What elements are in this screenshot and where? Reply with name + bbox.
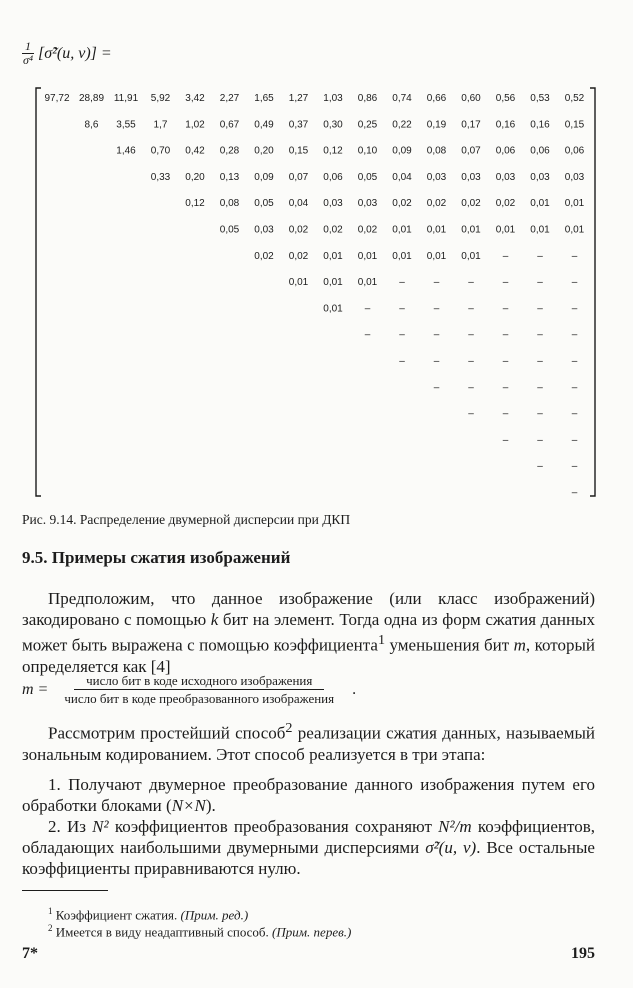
matrix-cell-r11-c16: – [571, 356, 578, 367]
matrix-cell-r2-c8: 0,37 [288, 119, 309, 131]
matrix-cell-r10-c16: – [571, 329, 578, 341]
matrix-cell-r10-c12: – [433, 329, 440, 341]
matrix-cell-r12-c12: – [433, 382, 440, 394]
matrix-cell-r4-c12: 0,03 [426, 171, 447, 183]
matrix-cell-r4-c11: 0,04 [392, 171, 412, 183]
matrix-cell-r5-c7: 0,05 [254, 198, 274, 210]
footnote-ref-1: 1 [377, 632, 386, 648]
footnote-2: $^2$ Имеется в виду неадаптивный способ. (Прим. перев.) [48, 923, 352, 940]
matrix-cell-r4-c16: 0,03 [564, 171, 585, 183]
matrix-cell-r2-c14: 0,16 [495, 119, 516, 131]
matrix-cell-r1-c1: 97,72 [44, 93, 70, 104]
matrix-cell-r1-c14: 0,56 [495, 93, 516, 104]
variance-expression: [σ̃²(u, v)] = [38, 44, 112, 62]
matrix-cell-r5-c5: 0,12 [185, 198, 205, 210]
matrix-cell-r2-c7: 0,49 [254, 119, 274, 131]
formula-denominator: число бит в коде преобразованного изображения [64, 691, 335, 706]
matrix-cell-r4-c9: 0,06 [323, 171, 343, 183]
formula-numerator: число бит в коде исходного изображения [74, 672, 324, 690]
matrix-cell-r11-c14: – [502, 356, 509, 367]
matrix-cell-r6-c10: 0,02 [357, 224, 378, 236]
matrix-cell-r9-c12: – [433, 303, 440, 315]
matrix-cell-r3-c15: 0,06 [530, 145, 550, 157]
matrix-cell-r10-c14: – [502, 329, 509, 341]
matrix-cell-r7-c16: – [571, 250, 578, 262]
figure-caption: Рис. 9.14. Распределение двумерной дисперсии при ДКП [22, 512, 351, 527]
matrix-cell-r9-c16: – [571, 303, 578, 315]
matrix-cell-r3-c10: 0,10 [357, 145, 378, 157]
matrix-cell-r1-c7: 1,65 [254, 93, 274, 104]
footnote-ref-2: 2 [285, 720, 293, 736]
matrix-cell-r13-c14: – [502, 408, 509, 420]
matrix-cell-r10-c15: – [537, 329, 543, 341]
matrix-cell-r3-c4: 0,70 [150, 145, 171, 157]
matrix-cell-r12-c13: – [468, 382, 474, 394]
matrix-cell-r4-c8: 0,07 [288, 171, 309, 183]
matrix-cell-r7-c12: 0,01 [426, 250, 447, 262]
footnote-1: $^1$ Коэффициент сжатия. (Прим. ред.) [48, 906, 249, 923]
matrix-cell-r16-c16: – [571, 487, 578, 499]
matrix-cell-r7-c14: – [502, 250, 509, 262]
matrix-cell-r1-c5: 3,42 [185, 93, 205, 104]
fraction-numerator: 1 [22, 40, 34, 54]
matrix-cell-r3-c11: 0,09 [392, 145, 412, 157]
matrix-cells [44, 93, 584, 499]
matrix-cell-r3-c8: 0,15 [288, 145, 309, 157]
matrix-cell-r3-c7: 0,20 [254, 145, 274, 157]
matrix-cell-r9-c14: – [502, 303, 509, 315]
paragraph-step-1: 1. Получают двумерное преобразование данного изображения путем его обработки блоками (N×N). [22, 775, 595, 815]
matrix-cell-r1-c12: 0,66 [426, 93, 447, 104]
matrix-cell-r1-c8: 1,27 [288, 93, 309, 104]
matrix-cell-r5-c8: 0,04 [288, 198, 309, 210]
matrix-cell-r15-c16: – [571, 461, 578, 473]
matrix-cell-r2-c15: 0,16 [530, 119, 550, 131]
matrix-cell-r14-c14: – [502, 434, 509, 446]
matrix-cell-r4-c5: 0,20 [185, 171, 205, 183]
matrix-cell-r2-c11: 0,22 [392, 119, 412, 131]
matrix-cell-r8-c12: – [433, 277, 440, 289]
matrix-cell-r13-c15: – [537, 408, 543, 420]
matrix-cell-r11-c12: – [433, 356, 440, 367]
matrix-cell-r1-c6: 2,27 [219, 93, 240, 104]
matrix-cell-r4-c14: 0,03 [495, 171, 516, 183]
matrix-cell-r5-c15: 0,01 [530, 198, 550, 210]
formula-fraction [52, 672, 346, 707]
matrix-cell-r8-c11: – [399, 277, 405, 289]
matrix-cell-r8-c9: 0,01 [323, 277, 343, 289]
matrix-cell-r3-c12: 0,08 [426, 145, 447, 157]
matrix-cell-r5-c13: 0,02 [461, 198, 481, 210]
matrix-cell-r1-c2: 28,89 [78, 93, 105, 104]
matrix-cell-r6-c12: 0,01 [426, 224, 447, 236]
matrix-cell-r7-c7: 0,02 [254, 250, 274, 262]
matrix-cell-r2-c16: 0,15 [564, 119, 585, 131]
matrix-cell-r7-c10: 0,01 [357, 250, 378, 262]
matrix-cell-r8-c8: 0,01 [288, 277, 309, 289]
matrix-cell-r10-c11: – [399, 329, 405, 341]
matrix-cell-r8-c16: – [571, 277, 578, 289]
matrix-cell-r2-c12: 0,19 [426, 119, 447, 131]
matrix-cell-r6-c11: 0,01 [392, 224, 412, 236]
matrix-cell-r6-c8: 0,02 [288, 224, 309, 236]
matrix-cell-r14-c16: – [571, 434, 578, 446]
signature-mark: 7* [22, 945, 38, 962]
matrix-cell-r2-c2: 8,6 [84, 119, 99, 131]
matrix-cell-r1-c13: 0,60 [461, 93, 481, 104]
matrix-cell-r9-c11: – [399, 303, 405, 315]
matrix-cell-r5-c16: 0,01 [564, 198, 585, 210]
matrix-cell-r5-c14: 0,02 [495, 198, 516, 210]
matrix-cell-r5-c11: 0,02 [392, 198, 412, 210]
matrix-cell-r6-c9: 0,02 [323, 224, 343, 236]
matrix-cell-r1-c4: 5,92 [150, 93, 171, 104]
matrix-cell-r1-c3: 11,91 [113, 93, 139, 104]
paragraph-zonal-coding: Рассмотрим простейший способ$^2$ реализации сжатия данных, называемый зональным кодированием. Этот способ реализуется в три этапа: [22, 720, 595, 764]
matrix-cell-r9-c15: – [537, 303, 543, 315]
matrix-cell-r6-c14: 0,01 [495, 224, 516, 236]
matrix-cell-r8-c14: – [502, 277, 509, 289]
matrix-cell-r1-c16: 0,52 [564, 93, 585, 104]
matrix-cell-r4-c7: 0,09 [254, 171, 274, 183]
matrix-cell-r6-c7: 0,03 [254, 224, 274, 236]
fraction-denominator: σ⁴ [22, 53, 34, 67]
matrix-cell-r3-c5: 0,42 [185, 145, 205, 157]
matrix-cell-r6-c16: 0,01 [564, 224, 585, 236]
matrix-cell-r4-c4: 0,33 [150, 171, 171, 183]
matrix-cell-r10-c13: – [468, 329, 474, 341]
matrix-cell-r3-c6: 0,28 [219, 145, 240, 157]
matrix-cell-r7-c8: 0,02 [288, 250, 309, 262]
matrix-cell-r4-c6: 0,13 [219, 171, 240, 183]
matrix-cell-r6-c6: 0,05 [219, 224, 240, 236]
matrix-cell-r4-c15: 0,03 [530, 171, 550, 183]
compression-ratio-formula [22, 672, 356, 707]
matrix-cell-r3-c13: 0,07 [461, 145, 481, 157]
matrix-cell-r1-c9: 1,03 [323, 93, 343, 104]
matrix-cell-r5-c10: 0,03 [357, 198, 378, 210]
paragraph-step-2: 2. Из N² коэффициентов преобразования сохраняют N²/m коэффициентов, обладающих наибольшими двумерными дисперсиями σ̃²(u, v). Все остальные коэффициенты приравниваются нулю. [22, 817, 595, 878]
matrix-cell-r2-c9: 0,30 [323, 119, 343, 131]
matrix-cell-r8-c15: – [537, 277, 543, 289]
matrix-cell-r7-c11: 0,01 [392, 250, 412, 262]
matrix-cell-r15-c15: – [537, 461, 543, 473]
matrix-cell-r5-c6: 0,08 [219, 198, 240, 210]
matrix-cell-r5-c9: 0,03 [323, 198, 343, 210]
footnote-rule [22, 890, 108, 891]
formula-variable: m = [22, 680, 49, 698]
matrix-cell-r2-c6: 0,67 [219, 119, 240, 131]
matrix-cell-r5-c12: 0,02 [426, 198, 447, 210]
page-number: 195 [571, 945, 595, 962]
matrix-cell-r6-c15: 0,01 [530, 224, 550, 236]
matrix-left-bracket [36, 88, 41, 496]
matrix-cell-r7-c9: 0,01 [323, 250, 343, 262]
matrix-cell-r12-c14: – [502, 382, 509, 394]
matrix-cell-r12-c16: – [571, 382, 578, 394]
matrix-cell-r3-c16: 0,06 [564, 145, 585, 157]
matrix-cell-r10-c10: – [364, 329, 371, 341]
matrix-cell-r11-c15: – [537, 356, 543, 367]
matrix-cell-r14-c15: – [537, 434, 543, 446]
matrix-cell-r2-c13: 0,17 [461, 119, 481, 131]
matrix-cell-r9-c13: – [468, 303, 474, 315]
matrix-cell-r2-c3: 3,55 [116, 119, 136, 131]
matrix-cell-r3-c9: 0,12 [323, 145, 343, 157]
matrix-cell-r4-c13: 0,03 [461, 171, 481, 183]
matrix-cell-r13-c13: – [468, 408, 474, 420]
matrix-cell-r1-c15: 0,53 [530, 93, 550, 104]
matrix-cell-r9-c9: 0,01 [323, 303, 343, 315]
matrix-cell-r2-c4: 1,7 [153, 119, 168, 131]
matrix-cell-r9-c10: – [364, 303, 371, 315]
paragraph-intro: Предположим, что данное изображение (или класс изображений) закодировано с помощью k бит на элемент. Тогда одна из форм сжатия данных может быть выражена с помощью коэффициента$^1$ уменьшения бит m, который определяется как [4] [22, 589, 595, 676]
matrix-cell-r3-c3: 1,46 [116, 145, 136, 157]
matrix-cell-r1-c11: 0,74 [392, 93, 412, 104]
matrix-cell-r13-c16: – [571, 408, 578, 420]
matrix-cell-r2-c5: 1,02 [185, 119, 205, 131]
matrix-cell-r11-c11: – [399, 356, 405, 367]
matrix-cell-r4-c10: 0,05 [357, 171, 378, 183]
matrix-cell-r6-c13: 0,01 [461, 224, 481, 236]
matrix-cell-r8-c13: – [468, 277, 474, 289]
matrix-cell-r8-c10: 0,01 [357, 277, 378, 289]
matrix-cell-r7-c13: 0,01 [461, 250, 481, 262]
matrix-cell-r3-c14: 0,06 [495, 145, 516, 157]
matrix-right-bracket [590, 88, 595, 496]
formula-period: . [352, 680, 357, 698]
matrix-cell-r11-c13: – [468, 356, 474, 367]
matrix-cell-r12-c15: – [537, 382, 543, 394]
section-title: 9.5. Примеры сжатия изображений [22, 548, 291, 567]
matrix-cell-r7-c15: – [537, 250, 543, 262]
matrix-cell-r2-c10: 0,25 [357, 119, 378, 131]
matrix-cell-r1-c10: 0,86 [357, 93, 378, 104]
